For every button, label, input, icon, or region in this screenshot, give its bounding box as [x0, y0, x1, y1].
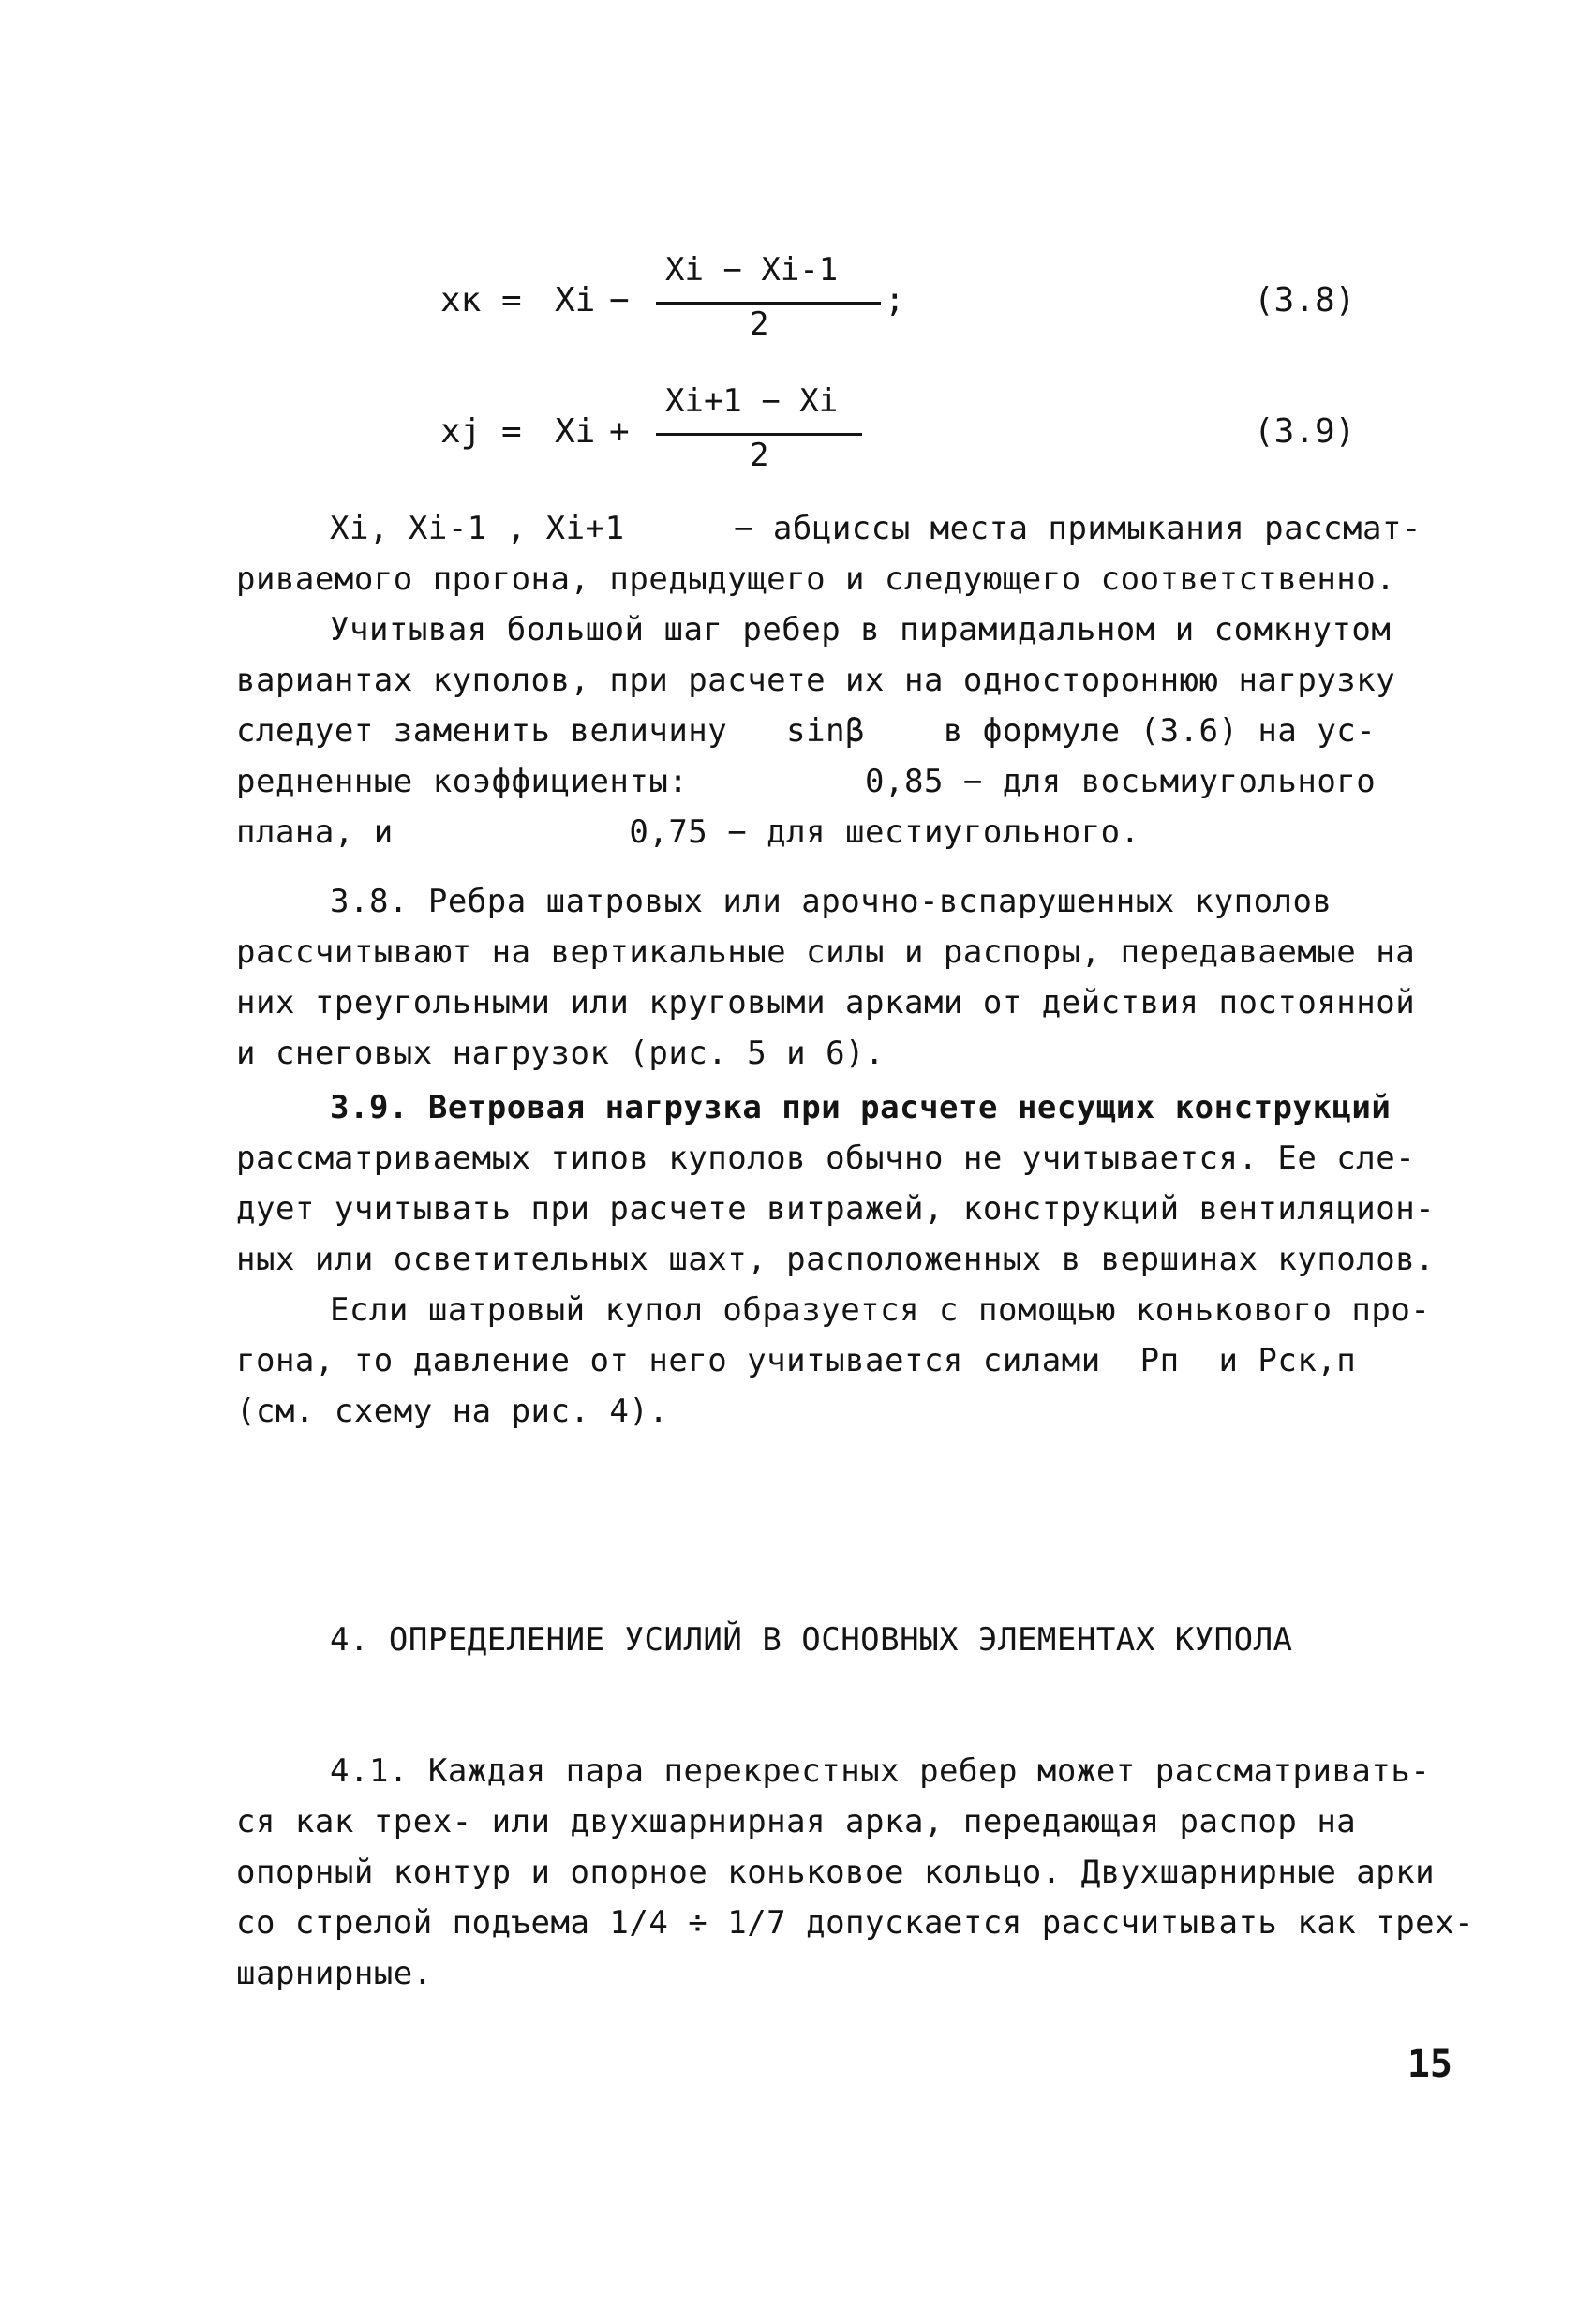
eq-3-9-numerator: Xi+1 − Xi	[665, 382, 839, 420]
para-sin-line: редненные коэффициенты: 0,85 − для восьмиугольного	[236, 763, 1377, 800]
eq-3-9-xi: Xi	[555, 412, 596, 451]
eq-3-8-denominator: 2	[750, 305, 769, 343]
para-3-8-line: них треугольными или круговыми арками от действия постоянной	[236, 984, 1416, 1021]
para-4-1-line: шарнирные.	[236, 1955, 433, 1992]
eq-3-8-fraction-bar	[656, 302, 881, 305]
para-4-1-line: со стрелой подъема 1/4 ÷ 1/7 допускается рассчитывать как трех-	[236, 1904, 1475, 1942]
para-4-1-line: опорный контур и опорное коньковое кольцо. Двухшарнирные арки	[236, 1854, 1436, 1891]
definition-line-1: − абциссы места примыкания рассмат-	[714, 510, 1422, 547]
eq-3-8-xi: Xi	[555, 281, 596, 320]
eq-3-8-end: ;	[885, 281, 905, 320]
eq-3-9-fraction-bar	[656, 433, 862, 436]
para-3-9-line: дует учитывать при расчете витражей, конструкций вентиляцион-	[236, 1190, 1436, 1228]
para-3-9-line: ных или осветительных шахт, расположенных в вершинах куполов.	[236, 1241, 1436, 1278]
eq-3-9-lhs: xj =	[440, 412, 522, 451]
eq-3-8-minus: −	[609, 281, 630, 320]
para-3-8-line: и снеговых нагрузок (рис. 5 и 6).	[236, 1035, 886, 1072]
definition-symbols: Xi, Xi-1 , Xi+1	[330, 510, 625, 547]
para-3-9-line: 3.9. Ветровая нагрузка при расчете несущих конструкций	[330, 1089, 1392, 1126]
eq-3-8-number: (3.8)	[1254, 281, 1356, 320]
page-number: 15	[1407, 2043, 1452, 2086]
para-sin-line: плана, и 0,75 − для шестиугольного.	[236, 813, 1140, 851]
para-4-1-line: 4.1. Каждая пара перекрестных ребер может рассматривать-	[330, 1752, 1431, 1790]
definition-line-2: риваемого прогона, предыдущего и следующего соответственно.	[236, 560, 1396, 598]
para-3-8-line: 3.8. Ребра шатровых или арочно-вспарушенных куполов	[330, 883, 1332, 920]
para-4-1-line: ся как трех- или двухшарнирная арка, передающая распор на	[236, 1803, 1357, 1840]
para-ridge-line: (см. схему на рис. 4).	[236, 1393, 669, 1430]
eq-3-8-lhs: xк =	[440, 281, 522, 320]
para-sin-line: следует заменить величину sinβ в формуле (3.6) на ус-	[236, 712, 1377, 750]
eq-3-9-plus: +	[609, 412, 630, 451]
eq-3-8-numerator: Xi − Xi-1	[665, 251, 839, 289]
para-ridge-line: гона, то давление от него учитывается силами Pп и Pск,п	[236, 1342, 1357, 1379]
eq-3-9-number: (3.9)	[1254, 412, 1356, 451]
para-sin-line: Учитывая большой шаг ребер в пирамидальном и сомкнутом	[330, 611, 1392, 648]
para-3-9-line: рассматриваемых типов куполов обычно не учитывается. Ее сле-	[236, 1140, 1416, 1177]
section-heading: 4. ОПРЕДЕЛЕНИЕ УСИЛИЙ В ОСНОВНЫХ ЭЛЕМЕНТАХ КУПОЛА	[330, 1621, 1293, 1659]
para-3-8-line: рассчитывают на вертикальные силы и распоры, передаваемые на	[236, 933, 1416, 971]
para-ridge-line: Если шатровый купол образуется с помощью конькового про-	[330, 1291, 1431, 1329]
eq-3-9-denominator: 2	[750, 437, 769, 474]
para-sin-line: вариантах куполов, при расчете их на одностороннюю нагрузку	[236, 662, 1396, 699]
